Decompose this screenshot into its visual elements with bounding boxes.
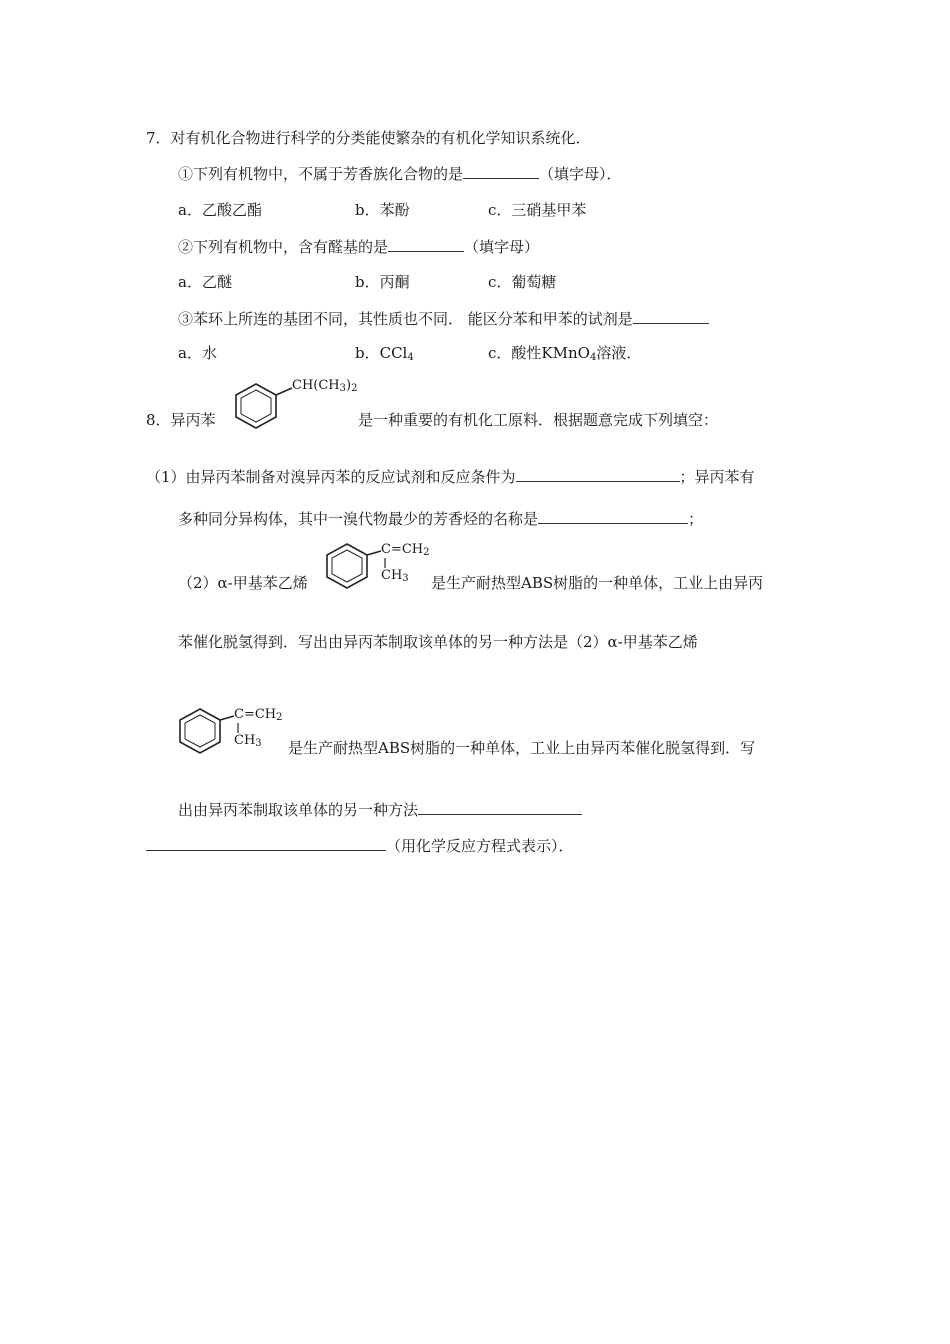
alpha-methylstyrene-structure — [323, 538, 433, 594]
q7-part2 — [178, 236, 539, 257]
substituent-bottom: $CH_3$ — [234, 733, 262, 749]
q8-sub2-tail: （用化学反应方程式表示）． — [386, 837, 574, 855]
q7-part2-tail: （填字母） — [464, 238, 540, 256]
q8-sub1-text2: 多种同分异构体，其中一溴代物最少的芳香烃的名称是 — [178, 510, 539, 528]
q8-sub2-text4: 出由异丙苯制取该单体的另一种方法 — [178, 801, 419, 819]
subscript: 4 — [407, 352, 414, 363]
q7-part2-text: ②下列有机物中，含有醛基的是 — [178, 238, 389, 256]
option-c: c．葡萄糖 — [488, 273, 557, 291]
answer-blank[interactable] — [633, 308, 709, 324]
option-a: a．乙酸乙酯 — [178, 201, 262, 219]
substituent-top: $C=CH_2$ — [381, 542, 430, 558]
option-c-text: c．酸性KMnO — [488, 344, 590, 362]
option-a: a．水 — [178, 344, 217, 362]
q8-sub2-line2: 苯催化脱氢得到．写出由异丙苯制取该单体的另一种方法是（2）α-甲基苯乙烯 — [178, 633, 698, 651]
q8-sub2-line4 — [178, 799, 582, 820]
q8-sub1-line2 — [178, 508, 703, 529]
q8-sub1-line1 — [146, 466, 755, 487]
alpha-methylstyrene-structure — [176, 703, 286, 759]
answer-blank[interactable] — [538, 508, 688, 524]
q8-sub2-line3: 是生产耐热型ABS树脂的一种单体，工业上由异丙苯催化脱氢得到．写 — [288, 739, 756, 757]
q7-part1 — [178, 163, 622, 184]
q8-intro: 是一种重要的有机化工原料．根据题意完成下列填空： — [358, 411, 719, 429]
option-b — [355, 343, 414, 363]
option-c — [488, 343, 641, 363]
q8-label: 8．异丙苯 — [146, 411, 216, 429]
option-b: b．苯酚 — [355, 201, 410, 219]
substituent-label: $CH(CH_3)_2$ — [292, 378, 358, 394]
q8-sub2-label: （2）α-甲基苯乙烯 — [178, 574, 308, 592]
option-c-tail: 溶液． — [596, 344, 642, 362]
answer-blank[interactable] — [418, 799, 582, 815]
option-a: a．乙醚 — [178, 273, 232, 291]
option-b: b．丙酮 — [355, 273, 410, 291]
option-b-text: b．CCl — [355, 344, 408, 362]
q8-sub2-line5 — [146, 835, 574, 856]
option-c: c．三硝基甲苯 — [488, 201, 587, 219]
subscript: 4 — [589, 352, 597, 363]
answer-blank[interactable] — [463, 163, 539, 179]
answer-blank[interactable] — [388, 236, 464, 252]
q7-part1-text: ①下列有机物中，不属于芳香族化合物的是 — [178, 165, 464, 183]
q7-part1-tail: （填字母）． — [539, 165, 622, 183]
q8-sub1-tail2: ； — [688, 510, 704, 528]
isopropylbenzene-structure — [234, 376, 364, 436]
q7-stem: 7．对有机化合物进行科学的分类能使繁杂的有机化学知识系统化． — [146, 129, 591, 147]
answer-blank[interactable] — [516, 466, 680, 482]
q8-sub2-text: 是生产耐热型ABS树脂的一种单体，工业上由异丙 — [431, 574, 764, 592]
q7-part3 — [178, 308, 709, 329]
q8-sub1-text: （1）由异丙苯制备对溴异丙苯的反应试剂和反应条件为 — [146, 468, 516, 486]
substituent-bottom: $CH_3$ — [381, 568, 409, 584]
q8-sub1-tail: ；异丙苯有 — [679, 468, 755, 486]
answer-blank[interactable] — [146, 835, 386, 851]
substituent-top: $C=CH_2$ — [234, 707, 283, 723]
q7-part3-text: ③苯环上所连的基团不同，其性质也不同． 能区分苯和甲苯的试剂是 — [178, 310, 633, 328]
